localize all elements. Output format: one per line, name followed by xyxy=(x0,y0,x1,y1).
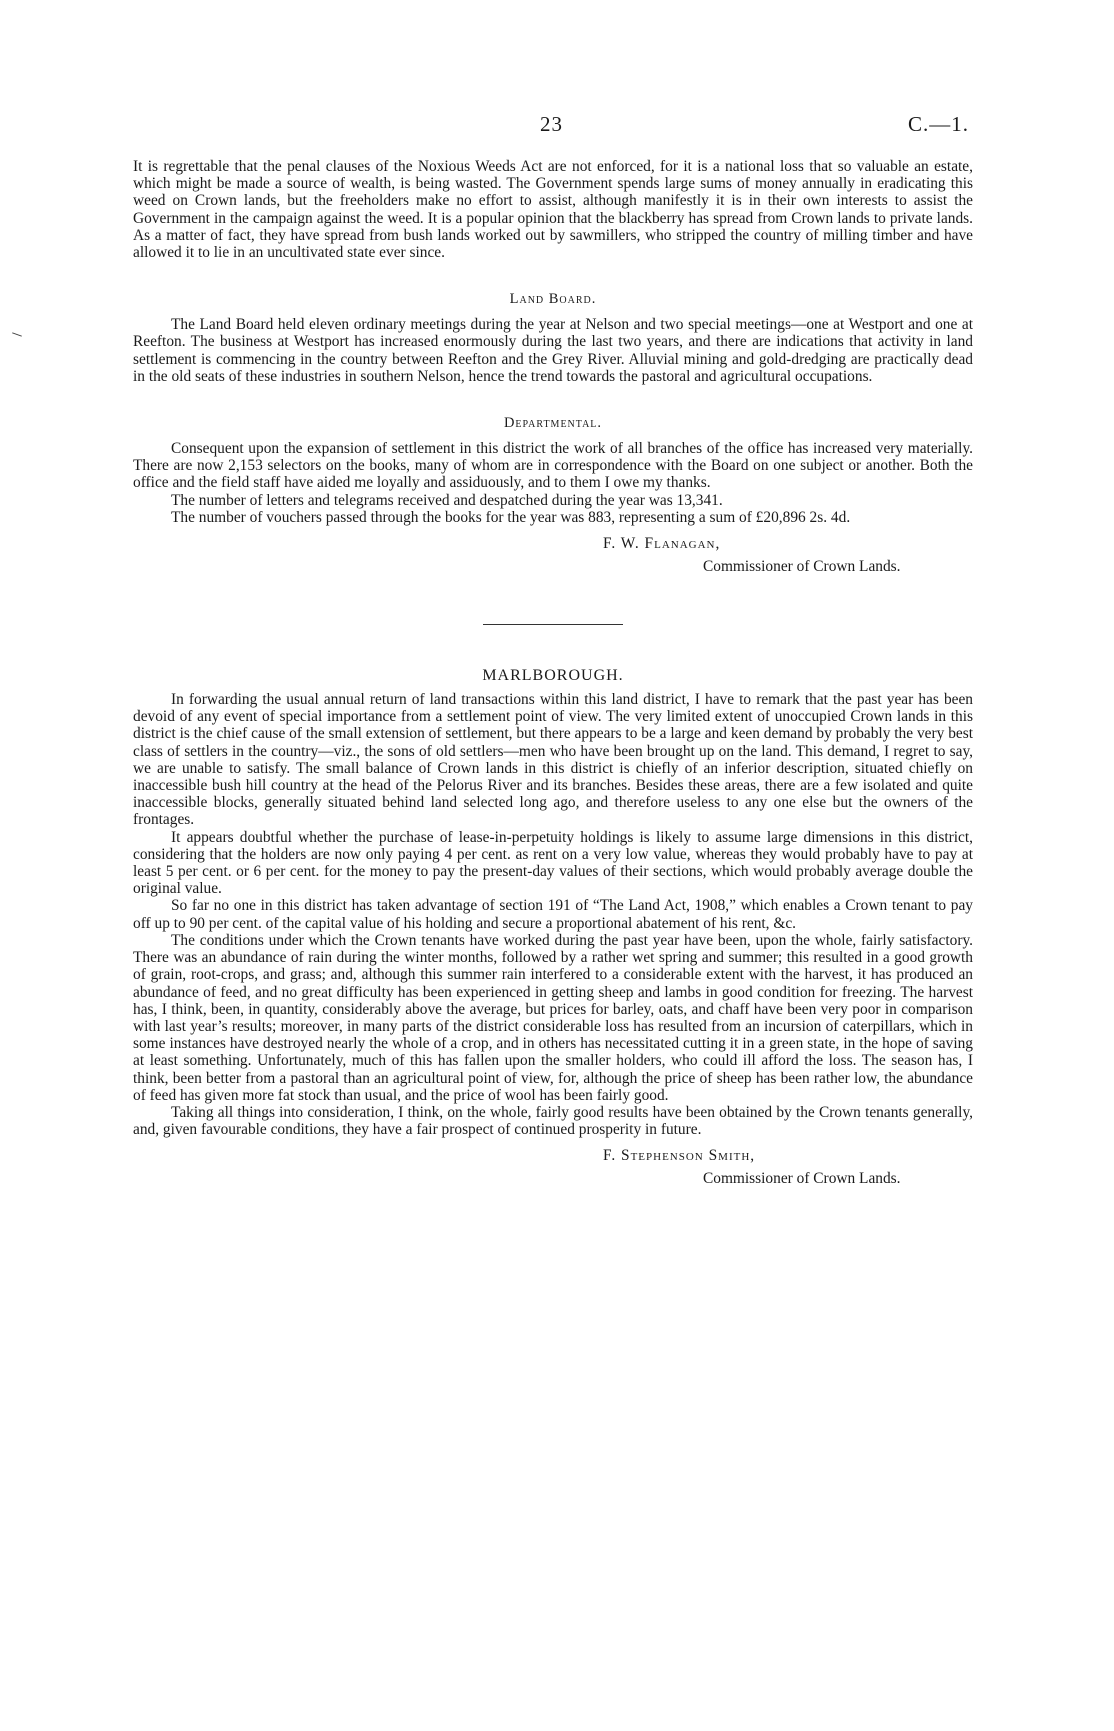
signature-name: F. W. Flanagan, xyxy=(603,535,721,553)
signature-name: F. Stephenson Smith, xyxy=(603,1147,756,1165)
departmental-heading: Departmental. xyxy=(503,415,603,432)
marlborough-signature xyxy=(603,1144,973,1190)
nelson-signature xyxy=(603,532,973,578)
departmental-paragraph: Consequent upon the expansion of settlement in this district the work of all branches of the office has increased very materially. There are now 2,153 selectors on the books, many of whom are in correspondence with the Board on one subject or another. Both the office and the field staff have aided me loyally and assiduously, and to them I owe my thanks. xyxy=(133,440,973,492)
signature-title: Commissioner of Crown Lands. xyxy=(703,1170,901,1188)
marlborough-paragraph: It appears doubtful whether the purchase of lease-in-perpetuity holdings is likely to assume large dimensions in this district, considering that the holders are now only paying 4 per cent. as rent on a very low value, whereas they would probably have to pay at least 5 per cent. or 6 per cent. for the money to pay the present-day values of their sections, which would probably average double the original value. xyxy=(133,828,973,898)
marlborough-paragraph: In forwarding the usual annual return of land transactions within this land district, I have to remark that the past year has been devoid of any event of special importance from a settlement point of view. The very limited extent of unoccupied Crown lands in this district is the chief cause of the small extension of settlement, but there appears to be a large and keen demand by probably the very best class of settlers in the country—viz., the sons of old settlers—men who have been brought up on the land. This demand, I regret to say, we are unable to satisfy. The small balance of Crown lands in this district is chiefly of an inferior description, situated chiefly on inaccessible bush hill country at the head of the Pelorus River and its branches. Besides these areas, there are a few isolated and quite inaccessible blocks, generally situated behind land selected long ago, and therefore useless to any one else but the owners of the frontages. xyxy=(133,691,973,829)
land-board-paragraph: The Land Board held eleven ordinary meetings during the year at Nelson and two special meetings—one at Westport and one at Reefton. The business at Westport has increased enormously during the last two years, and there are indications that activity in land settlement is commencing in the country between Reefton and the Grey River. Alluvial mining and gold-dredging are practically dead in the old seats of these industries in southern Nelson, hence the trend towards the pastoral and agricultural occupations. xyxy=(133,316,973,385)
departmental-paragraph: The number of vouchers passed through the books for the year was 883, representing a sum of £20,896 2s. 4d. xyxy=(171,508,851,526)
intro-paragraph: It is regrettable that the penal clauses of the Noxious Weeds Act are not enforced, for it is a national loss that so valuable an estate, which might be made a source of wealth, is being wasted. The Government spends large sums of money annually in eradicating this weed on Crown lands, but the freeholders make no effort to assist, although manifestly it is in their own interests to assist the Government in the campaign against the weed. It is a popular opinion that the blackberry has spread from Crown lands to private lands. As a matter of fact, they have spread from bush lands worked out by sawmillers, who stripped the country of milling timber and have allowed it to lie in an uncultivated state ever since. xyxy=(133,158,973,262)
marlborough-paragraph: The conditions under which the Crown tenants have worked during the past year have been, upon the whole, fairly satisfactory. There was an abundance of rain during the winter months, followed by a rather wet spring and summer; this resulted in a good growth of grain, root-crops, and grass; and, although this summer rain interfered to a considerable extent with the harvest, it has produced an abundance of feed, and no great difficulty has been experienced in getting sheep and lambs in good condition for freezing. The harvest has, I think, been, in quantity, considerably above the average, but prices for barley, oats, and chaff have been very poor in comparison with last year’s results; moreover, in many parts of the district considerable loss has resulted from an incursion of caterpillars, which in some instances have destroyed nearly the whole of a crop, and in others has necessitated cutting it in a green state, in the hope of saving at least something. Unfortunately, much of this has fallen upon the smaller holders, who could ill afford the loss. The season has, I think, been better from a pastoral than an agricultural point of view, for, although the price of sheep has been rather low, the abundance of feed has given more fat stock than usual, and the price of wool has been fairly good. xyxy=(133,931,973,1104)
margin-mark xyxy=(12,332,22,336)
marlborough-heading: MARLBOROUGH. xyxy=(482,667,624,685)
document-reference: C.—1. xyxy=(908,112,970,136)
page-number: 23 xyxy=(540,112,563,136)
marlborough-paragraph: Taking all things into consideration, I think, on the whole, fairly good results have been obtained by the Crown tenants generally, and, given favourable conditions, they have a fair prospect of continued prosperity in future. xyxy=(133,1103,973,1139)
departmental-paragraph: The number of letters and telegrams received and despatched during the year was 13,341. xyxy=(171,491,723,509)
marlborough-paragraph: So far no one in this district has taken advantage of section 191 of “The Land Act, 1908,” which enables a Crown tenant to pay off up to 90 per cent. of the capital value of his holding and secure a proportional abatement of his rent, &c. xyxy=(133,897,973,932)
signature-title: Commissioner of Crown Lands. xyxy=(703,558,901,576)
page-header xyxy=(0,112,1114,142)
land-board-heading: Land Board. xyxy=(509,291,597,308)
page-content xyxy=(133,158,973,1190)
